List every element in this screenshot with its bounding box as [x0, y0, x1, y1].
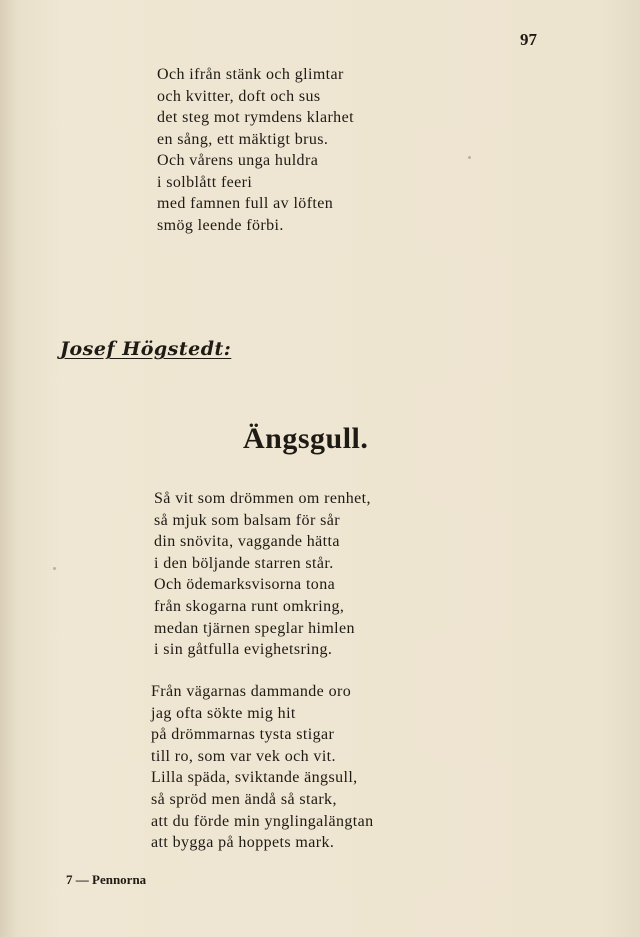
paper-speck — [468, 156, 471, 159]
page-number: 97 — [520, 30, 537, 49]
poem-line: till ro, som var vek och vit. — [151, 747, 336, 765]
poem-line: din snövita, vaggande hätta — [154, 533, 340, 551]
poem-line: medan tjärnen speglar himlen — [154, 619, 355, 637]
previous-poem-stanza — [157, 64, 354, 236]
poem-title: Ängsgull. — [243, 422, 369, 455]
poem-line: jag ofta sökte mig hit — [151, 704, 296, 722]
poem-line: i sin gåtfulla evighetsring. — [154, 641, 333, 659]
poem-line: med famnen full av löften — [157, 195, 334, 212]
poem-line: det steg mot rymdens klarhet — [157, 109, 354, 126]
poem-line: så mjuk som balsam för sår — [154, 511, 340, 529]
poem-stanza-2 — [151, 681, 374, 854]
poem-line: att bygga på hoppets mark. — [151, 834, 335, 852]
poem-line: i den böljande starren står. — [154, 554, 334, 572]
poem-line: Och vårens unga huldra — [157, 152, 319, 169]
page-footer: 7 — Pennorna — [66, 872, 147, 887]
poem-line: från skogarna runt omkring, — [154, 597, 345, 615]
poem-line: och kvitter, doft och sus — [157, 87, 321, 105]
poem-line: att du förde min ynglingalängtan — [151, 812, 374, 830]
poem-line: i solblått feeri — [157, 173, 253, 191]
poem-line: så spröd men ändå så stark, — [151, 790, 337, 808]
poem-line: en sång, ett mäktigt brus. — [157, 130, 329, 148]
poem-line: smög leende förbi. — [157, 216, 284, 234]
poem-line: Så vit som drömmen om renhet, — [154, 490, 371, 507]
paper-speck — [53, 567, 56, 570]
poem-line: Och ödemarksvisorna tona — [154, 576, 336, 594]
poem-line: Lilla späda, sviktande ängsull, — [151, 769, 358, 787]
poem-line: på drömmarnas tysta stigar — [151, 726, 335, 744]
poem-line: Och ifrån stänk och glimtar — [157, 66, 344, 83]
author-name: Josef Högstedt: — [60, 338, 232, 360]
poem-line: Från vägarnas dammande oro — [151, 683, 352, 700]
poem-stanza-1 — [154, 488, 371, 661]
